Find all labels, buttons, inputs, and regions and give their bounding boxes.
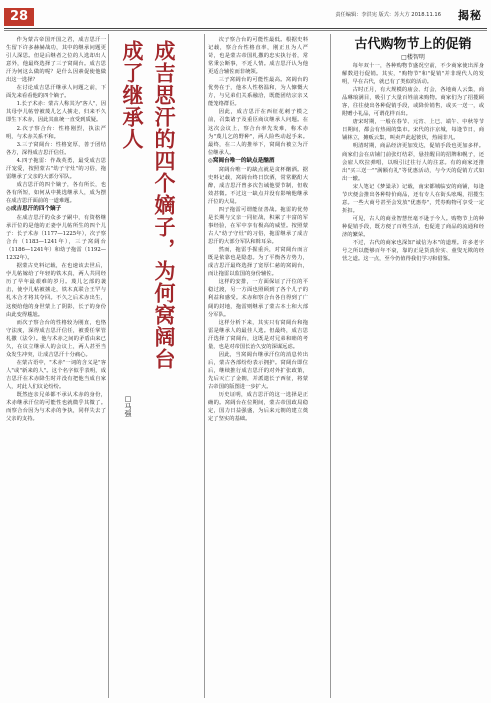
paragraph: 2.次子察合台：性格刚烈，执法严明，与术赤关系不和。 (6, 125, 106, 140)
paragraph: 据蒙古史料记载，在也速该去世后，孛儿帖嫁给了年轻的铁木真，两人共同经历了早年最艰难的岁月。蔑儿乞部的袭击，使孛儿帖被掳走，铁木真联合王罕与札木合才将其夺回。不久之后术赤出生，这便给他的身世蒙上了阴影，长子的身份由此变得尴尬。 (6, 263, 106, 318)
paragraph: 作为蒙古帝国开国之君，成吉思汗一生留下许多赫赫战功，其中的继承问题更引人深思。但是后继者之位的人选却出人意外，他最终选择了三子窝阔台。成吉思汗为何这么做的呢？是什么因素促使他做出这一选择？ (6, 37, 106, 84)
paragraph: 三子窝阔台的可能性最高。窝阔台的优势在于，他本人性格温和，为人慷慨大方，与兄弟们关系融洽，既能团结宗亲又能笼络群臣。 (208, 77, 308, 108)
paragraph: 成吉思汗的四个嫡子，各有所长，也各有所短，如何从中挑选继承人，成为摆在成吉思汗面前的一道难题。 (6, 181, 106, 204)
header-rule (4, 28, 487, 29)
paragraph: 这样的安排，一方面保证了汗位的平稳过渡，另一方面也照顾到了各个儿子的利益和感受。术赤和察合台各自得到了广阔的封地，拖雷则继承了蒙古本土和大部分军队。 (208, 279, 308, 318)
paragraph: 不过，古代的商家也深知"诚信为本"的道理。许多老字号之所以能够百年不衰，靠的正是货真价实、童叟无欺的经营之道。这一点，至今仍值得我们学习和借鉴。 (342, 240, 484, 263)
paragraph: 3.三子窝阔台：性格宽厚，善于团结各方，深得成吉思汗信任。 (6, 141, 106, 156)
section-heading: ◎窝阔台唯一的缺点是酗酒 (208, 157, 275, 164)
column-divider (204, 34, 205, 698)
article-byline: □马强 (124, 395, 132, 417)
paragraph: 明清时期，商品经济更加发达，促销手段也更加多样。商家们会在店铺门前张灯结彩，悬挂醒目的招牌和幌子，还会雇人吹拉弹唱，以吸引过往行人的注意。有的商家还推出"买三送一""满额有礼"等优惠活动，与今天的促销方式如出一辙。 (342, 143, 484, 182)
paragraph: 因此，当窝阔台继承汗位的消息传出后，蒙古各部纷纷表示拥护。窝阔台即位后，继续推行成吉思汗的对外扩张政策，先后灭亡了金朝，并派遣长子西征，将蒙古帝国的版图进一步扩大。 (208, 351, 308, 390)
paragraph: 在成吉思汗的众多子嗣中，有资格继承汗位的是他的正妻孛儿帖所生的四个儿子：长子术赤（1177—1225年），次子察合台（1183—1241年），三子窝阔台（1186—1241年）和幼子拖雷（1192—1232年）。 (6, 214, 106, 262)
paragraph: 在讨论成吉思汗继承人问题之前，下面先来看看他的四个嫡子。 (6, 85, 106, 100)
side-article (342, 36, 484, 698)
paragraph: 可见，古人的商业智慧丝毫不逊于今人。购物节上的种种促销手段，既方便了百姓生活，也促进了商品的流通和经济的繁荣。 (342, 215, 484, 238)
paragraph: 因此，成吉思汗在西征花剌子模之前，召集诸子及重臣商议继承人问题。在这次会议上，察合台率先发难，称术赤为"蔑儿乞的野种"，两人险些动起手来。最终，在二人的推举下，窝阔台被立为汗位继承人。 (208, 109, 308, 156)
paragraph: 次子察合台的可能性最低。根据史料记载，察合台性格直率，刚正且为人严苛，也是蒙古帝国札撒的忠实执行者，常常秉公断事，不近人情。成吉思汗认为他更适合辅佐而非统领。 (208, 37, 308, 76)
column-name: 揭秘 (458, 9, 482, 22)
paragraph: 1.长子术赤：蒙古人称其为"客人"，因其母孛儿帖曾被蔑儿乞人掳走，归来不久即生下术赤，因此其血统一直受到质疑。 (6, 101, 106, 124)
header-rule-thin (4, 30, 487, 31)
side-article-byline: □楼智明 (401, 54, 425, 61)
paragraph: 这样分析下来，其实只有窝阔台和拖雷是继承人的最佳人选。但最终，成吉思汗选择了窝阔台，这既是对兄弟和睦的考量，也是对帝国长治久安的深谋远虑。 (208, 319, 308, 350)
paragraph: 宋人笔记《梦粱录》记载，南宋都城临安的商铺，每逢节庆便会推出各种特价商品，还有专人在街头吆喝，招揽生意。一些大商号甚至会发放"优惠券"，凭券购物可享受一定折扣。 (342, 183, 484, 214)
section-heading: ◎成吉思汗的四个嫡子 (6, 205, 62, 212)
paragraph: 4.四子拖雷：作战英勇，最受成吉思汗宠爱，按照蒙古"幼子守灶"的习俗，拖雷继承了父亲的大部分军队。 (6, 157, 106, 180)
paragraph: 古时正月，有大规模的庙会、灯会，各地商人云集，商品琳琅满目，吸引了大量百姓前来购物。商家们为了招揽顾客，往往使出各种促销手段，或降价销售，或买一送一，或附赠小礼品，可谓花样百出。 (342, 87, 484, 118)
paragraph: 唐宋时期，一般在春节、元宵、上巳、端午、中秋等节日期间，都会有热闹的集市。宋代的汴京城，每逢节日，商铺林立，摊贩云集，叫卖声此起彼伏，热闹非凡。 (342, 119, 484, 142)
paragraph: 既然连亲兄弟都不承认术赤的身份，术赤继承汗位的可能性也就微乎其微了。而察合台因为与术赤的争执，同样失去了父亲的支持。 (6, 392, 106, 423)
paragraph: 窝阔台唯一的缺点就是贪杯酗酒。据史料记载，窝阔台终日饮酒，常常酩酊大醉，成吉思汗曾多次告诫他要节制，但收效甚微。不过这一缺点并没有影响他继承汗位的大局。 (208, 166, 308, 205)
side-article-title: 古代购物节上的促销 (354, 37, 472, 52)
article-divider (330, 34, 331, 698)
article-headline: 成吉思汗的四个嫡子，为何窝阔台成了继承人 (120, 40, 177, 370)
paragraph: 在蒙古语中，"术赤"一词的含义是"客人"或"新来的人"。这个名字似乎表明，成吉思汗在术赤降生时并没有把他当成自家人，对此人们议论纷纷。 (6, 359, 106, 390)
paragraph: 四子拖雷可谓能征善战。拖雷的优势是长期与父亲一同征战，积累了丰富的军事经验，在军中享有极高的威望。按照蒙古人"幼子守灶"的习俗，拖雷继承了成吉思汗的大部分军队和斡耳朵。 (208, 206, 308, 246)
column-divider (108, 34, 109, 698)
paragraph: 然而，拖雷手握重兵，对窝阔台而言既是依靠也是隐患。为了平衡各方势力，成吉思汗最终选择了宽厚仁慈的窝阔台，而让拖雷以监国的身份辅佐。 (208, 247, 308, 278)
main-article-column-a (6, 36, 106, 698)
paragraph: 每年双十一，各种购物节盛况空前，不少商家使出浑身解数进行促销。其实，"购物节"和"促销"并非现代人的发明，早在古代，就已有了类似的活动。 (342, 63, 484, 86)
main-article-column-b (208, 36, 308, 698)
paragraph: 历史证明，成吉思汗的这一选择是正确的。窝阔台在位期间，蒙古帝国政局稳定，国力日益强盛，为后来元朝的建立奠定了坚实的基础。 (208, 392, 308, 423)
page-number: 28 (4, 8, 34, 26)
paragraph: 而次子察合台的性格较为刚直，也恪守法度，深得成吉思汗信任，被委任掌管札撒（法令）。他与术赤之间的矛盾由来已久，在议立继承人的会议上，两人甚至当众发生冲突，让成吉思汗十分痛心。 (6, 319, 106, 358)
page-header (0, 0, 491, 30)
header-meta: 责任编辑：李洪宪 版式：苏大方 2018.11.16 (335, 12, 441, 18)
